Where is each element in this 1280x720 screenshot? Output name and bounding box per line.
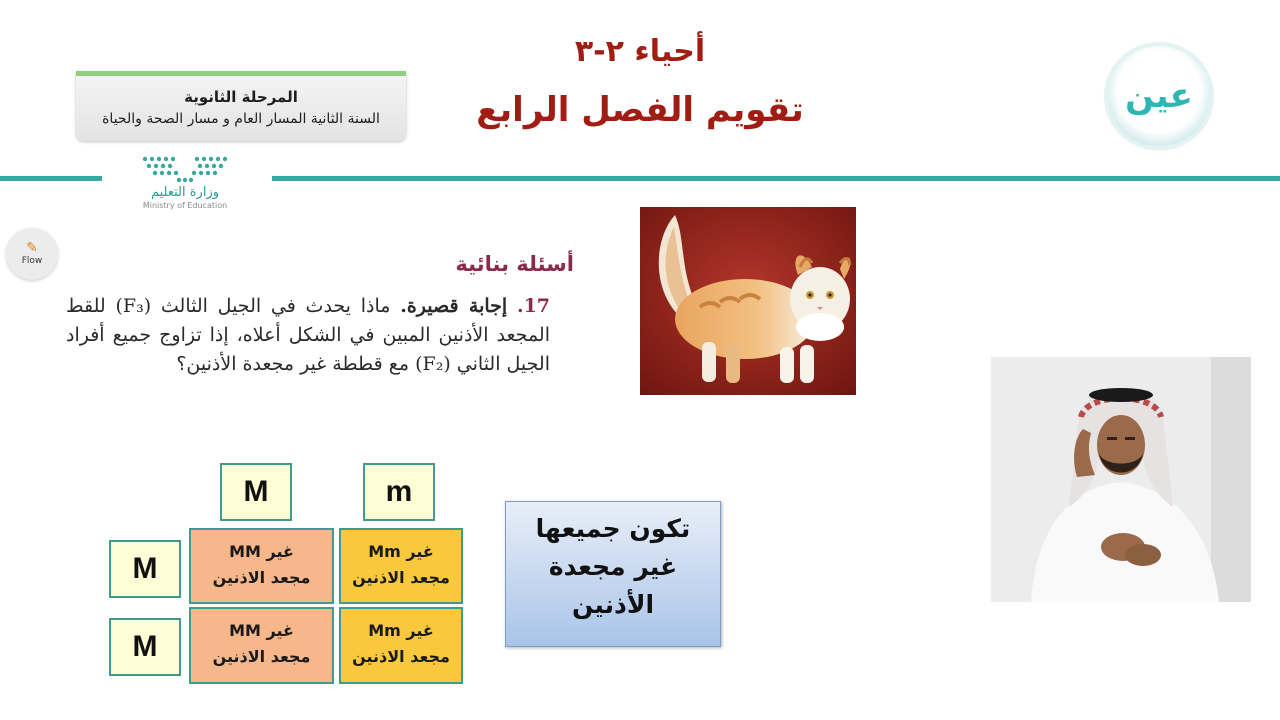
question-number: 17.	[516, 295, 551, 317]
answer-line-1: تكون جميعها	[535, 514, 691, 543]
cell-line2: مجعد الاذنين	[352, 647, 450, 666]
cell-genotype: MM	[229, 621, 261, 640]
flow-label: Flow	[21, 256, 43, 266]
allele-top-2: m	[363, 463, 435, 521]
cell-line2: مجعد الاذنين	[212, 647, 311, 666]
question-type-label: إجابة قصيرة.	[400, 295, 508, 317]
punnett-cell	[339, 607, 463, 684]
question-text-block	[66, 292, 550, 379]
stage-info-box	[76, 71, 406, 141]
answer-line-3: الأذنين	[571, 590, 655, 619]
ministry-logo	[105, 153, 265, 225]
pen-icon: ✎	[26, 240, 38, 256]
punnett-cell	[339, 528, 463, 604]
allele-top-1: M	[220, 463, 292, 521]
channel-logo: عين	[1108, 46, 1210, 146]
flow-button[interactable]	[6, 228, 58, 280]
allele-side-1: M	[109, 540, 181, 598]
cell-line1: غير	[266, 621, 294, 640]
cell-line1: غير	[406, 542, 434, 561]
lesson-code: أحياء ٢-٣	[574, 34, 706, 69]
grade-track-label: السنة الثانية المسار العام و مسار الصحة والحياة	[102, 111, 380, 127]
ministry-name-en: Ministry of Education	[142, 201, 228, 210]
curl-cat-photo	[640, 207, 856, 395]
punnett-cell	[189, 528, 334, 604]
cell-genotype: MM	[229, 542, 261, 561]
ministry-name-ar: وزارة التعليم	[150, 185, 220, 200]
ministry-dots-icon	[139, 153, 231, 185]
section-title: أسئلة بنائية	[455, 252, 574, 276]
cell-genotype: Mm	[368, 542, 401, 561]
punnett-cell	[189, 607, 334, 684]
stage-label: المرحلة الثانوية	[184, 88, 298, 106]
cell-line1: غير	[406, 621, 434, 640]
question-body: ماذا يحدث في الجيل الثالث (F₃) للقط المجعد الأذنين المبين في الشكل أعلاه، إذا تزاوج جميع أفراد الجيل الثاني (F₂) مع قططة غير مجعدة الأذنين؟	[66, 295, 550, 375]
cell-genotype: Mm	[368, 621, 401, 640]
answer-box	[505, 501, 721, 647]
chapter-title: تقويم الفصل الرابع	[476, 90, 804, 130]
allele-side-2: M	[109, 618, 181, 676]
cell-line2: مجعد الاذنين	[352, 568, 450, 587]
answer-line-2: غير مجعدة	[548, 552, 678, 581]
interpreter-video	[991, 357, 1251, 602]
cell-line2: مجعد الاذنين	[212, 568, 311, 587]
cell-line1: غير	[266, 542, 294, 561]
